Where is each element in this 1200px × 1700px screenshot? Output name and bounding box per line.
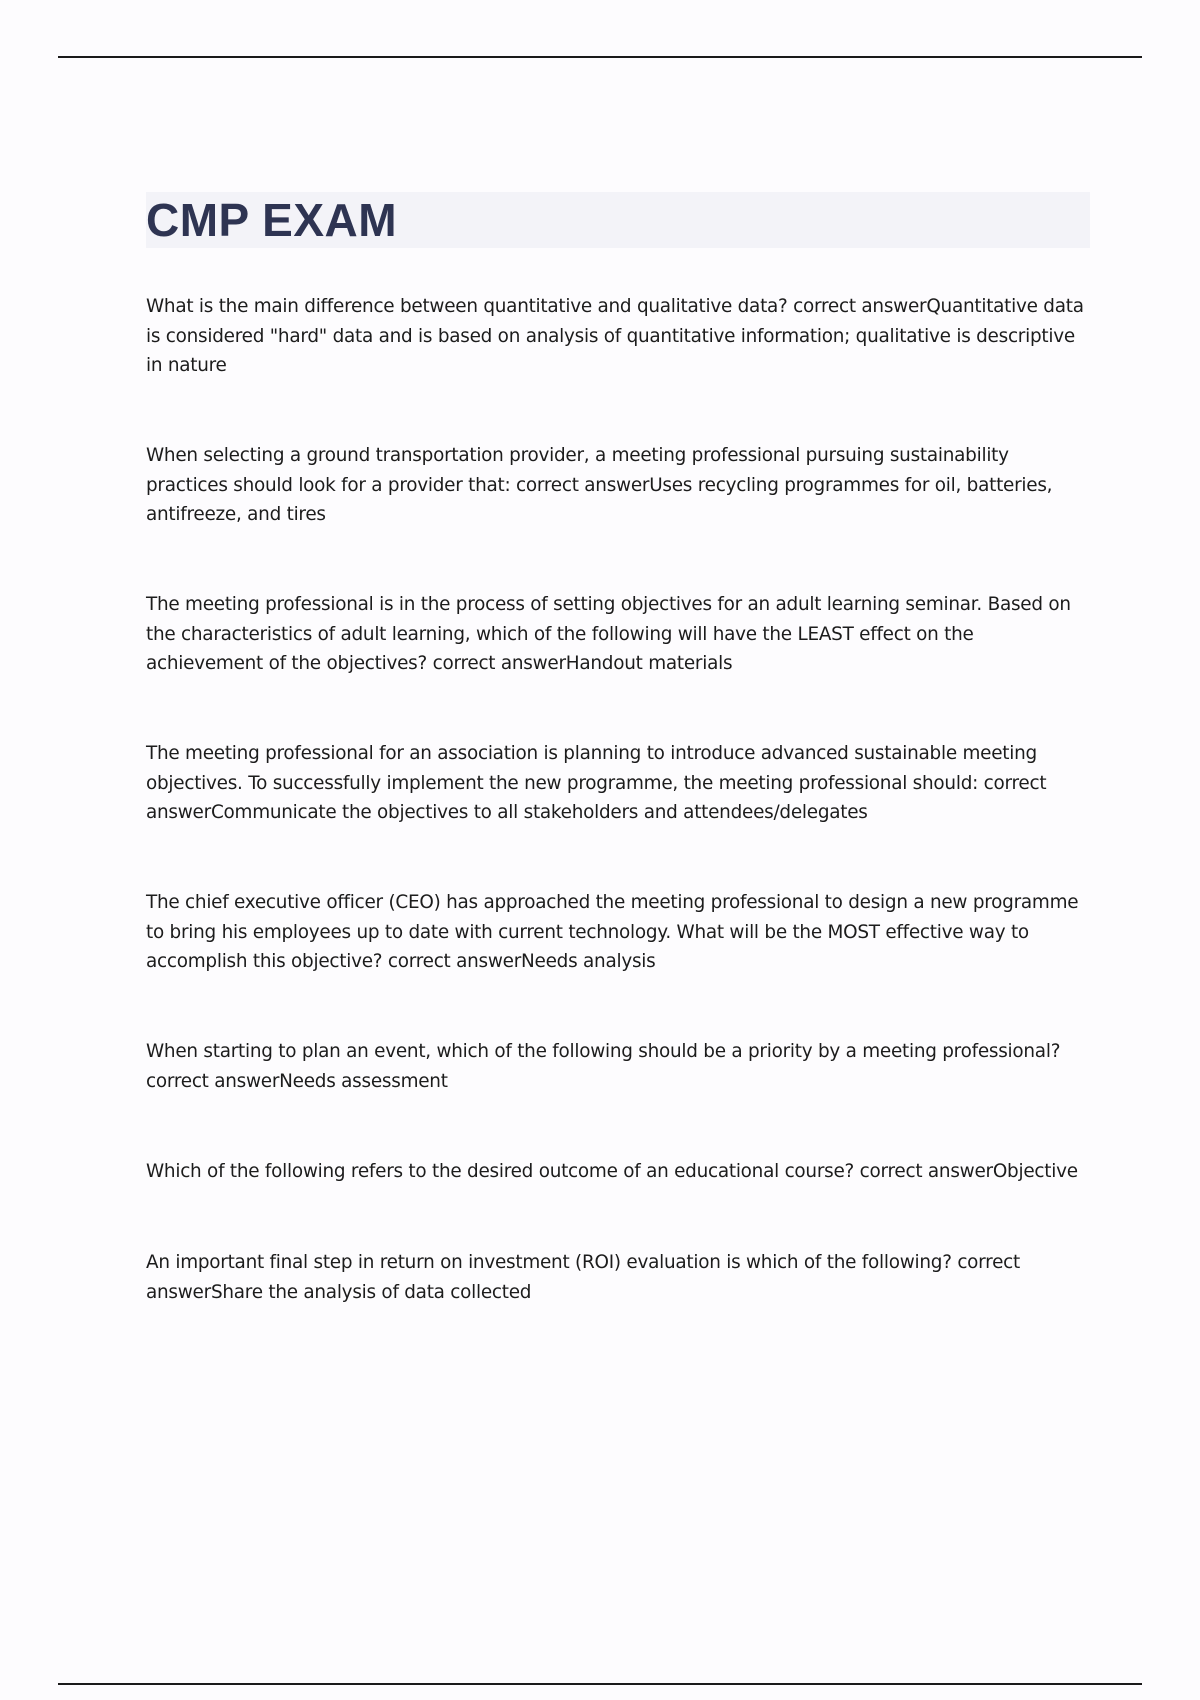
answer-separator: correct answer — [146, 1070, 280, 1092]
answer-text: Share the analysis of data collected — [210, 1281, 532, 1303]
document-title: CMP EXAM — [146, 194, 398, 246]
qa-item-3 — [146, 590, 1086, 679]
question-text: The meeting professional is in the process of setting objectives for an adult learning seminar. Based on the characteristics of adult learning, which of the following will have the LEAST effect on the achievement of the objectives? — [146, 594, 1071, 674]
qa-item-8 — [146, 1248, 1086, 1307]
answer-text: Uses recycling programmes for oil, batteries, antifreeze, and tires — [146, 474, 1053, 525]
qa-item-5 — [146, 888, 1086, 977]
answer-separator: correct answer — [510, 474, 650, 496]
answer-text: Objective — [992, 1161, 1078, 1182]
answer-separator: correct answer — [427, 653, 566, 674]
footer-rule — [58, 1683, 1142, 1685]
answer-text: Quantitative data is considered "hard" data and is based on analysis of quantitative information; qualitative is descriptive in nature — [146, 296, 1084, 376]
qa-item-7 — [146, 1157, 1086, 1187]
answer-text: Handout materials — [565, 653, 733, 674]
answer-text: Communicate the objectives to all stakeholders and attendees/delegates — [210, 802, 868, 823]
qa-item-2 — [146, 441, 1086, 530]
answer-separator: correct answer — [146, 1252, 1020, 1303]
header-rule — [58, 56, 1142, 58]
question-text: What is the main difference between quantitative and qualitative data? — [146, 296, 788, 317]
question-text: An important final step in return on investment (ROI) evaluation is which of the following? — [146, 1252, 952, 1273]
question-text: The chief executive officer (CEO) has approached the meeting professional to design a new programme to bring his employees up to date with current technology. What will be the MOST effective way to accomplish this objective? — [146, 892, 1079, 972]
answer-text: Needs assessment — [279, 1070, 448, 1092]
question-text: The meeting professional for an association is planning to introduce advanced sustainable meeting objectives. To successfully implement the new programme, the meeting professional should: — [146, 743, 1037, 794]
answer-text: Needs analysis — [521, 951, 656, 972]
qa-item-6 — [146, 1037, 1086, 1096]
answer-separator: correct answer — [854, 1161, 993, 1182]
qa-item-4 — [146, 739, 1086, 828]
qa-item-1 — [146, 292, 1086, 381]
question-text: When starting to plan an event, which of the following should be a priority by a meeting professional? — [146, 1041, 1061, 1062]
answer-separator: correct answer — [146, 772, 1047, 823]
question-text: When selecting a ground transportation provider, a meeting professional pursuing sustainability practices should look for a provider that: — [146, 445, 1009, 496]
question-text: Which of the following refers to the desired outcome of an educational course? — [146, 1161, 855, 1182]
answer-separator: correct answer — [382, 951, 522, 972]
answer-separator: correct answer — [787, 296, 927, 317]
